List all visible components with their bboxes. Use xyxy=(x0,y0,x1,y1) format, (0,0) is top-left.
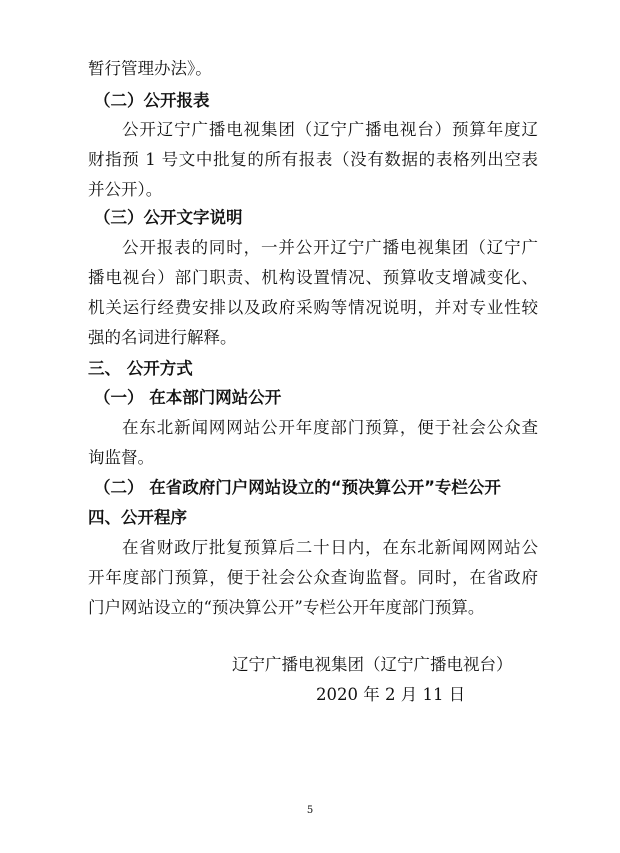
paragraph-line: 强的名词进行解释。 xyxy=(88,328,237,347)
paragraph-line: 开年度部门预算，便于社会公众查询监督。同时，在省政府 xyxy=(88,568,538,587)
page-number: 5 xyxy=(306,805,314,816)
section-heading-procedure: 四、公开程序 xyxy=(88,508,187,527)
subsection-heading-website: （一） 在本部门网站公开 xyxy=(94,388,282,407)
paragraph-line: 播电视台）部门职责、机构设置情况、预算收支增减变化、 xyxy=(88,268,538,287)
paragraph-line: 财指预 1 号文中批复的所有报表（没有数据的表格列出空表 xyxy=(88,150,538,169)
paragraph-line: 公开报表的同时，一并公开辽宁广播电视集团（辽宁广 xyxy=(122,238,538,257)
signature-organization: 辽宁广播电视集团（辽宁广播电视台） xyxy=(232,655,513,674)
paragraph-line: 门户网站设立的“预决算公开”专栏公开年度部门预算。 xyxy=(88,598,485,617)
section-heading-method: 三、 公开方式 xyxy=(88,359,193,378)
paragraph-line: 暂行管理办法》。 xyxy=(88,59,212,78)
section-heading-reports: （二）公开报表 xyxy=(94,91,210,110)
paragraph-line: 询监督。 xyxy=(88,448,154,467)
paragraph-line: 在省财政厅批复预算后二十日内，在东北新闻网网站公 xyxy=(122,538,538,557)
paragraph-line: 在东北新闻网网站公开年度部门预算，便于社会公众查 xyxy=(122,418,538,437)
signature-date: 2020 年 2 月 11 日 xyxy=(316,685,466,704)
subsection-heading-portal: （二） 在省政府门户网站设立的“预决算公开”专栏公开 xyxy=(94,478,501,497)
paragraph-line: 公开辽宁广播电视集团（辽宁广播电视台）预算年度辽 xyxy=(122,120,538,139)
section-heading-text-notes: （三）公开文字说明 xyxy=(94,208,243,227)
paragraph-line: 机关运行经费安排以及政府采购等情况说明，并对专业性较 xyxy=(88,298,538,317)
paragraph-line: 并公开）。 xyxy=(88,180,163,199)
